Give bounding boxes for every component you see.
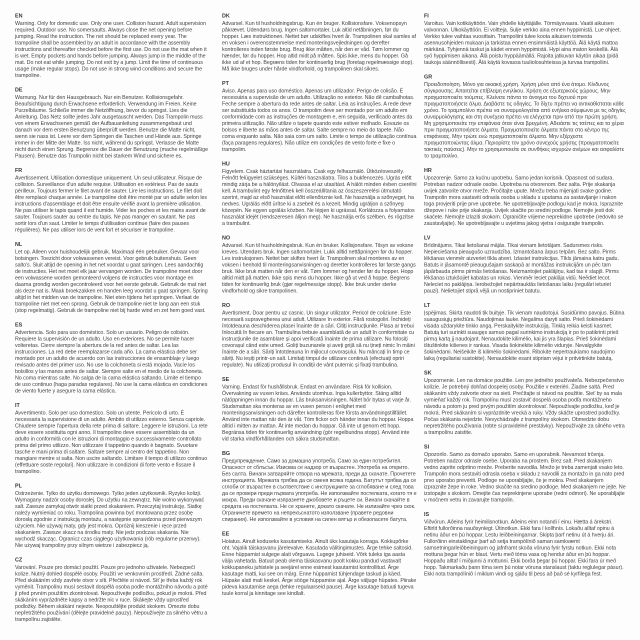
warning-text-se: Varning. Endast för hushållsbruk. Endast en användare. Risk för kollision. Övervakning av vuxen krävs. Används utomhus. Inga kullerbyttor. Stäng alltid nätöppningen innan du hoppar. Läs bruksanvisningen. Nätet bör bytas ut varje år. Studsmattan ska monteras av en vuxen person i enlighet med monteringsanvisningen och därefter kontrolleras före första användningstillfället. Använd inte mattan när den är våt. Töm fickor och händer innan du hoppar. Hoppa alltid i mitten av mattan. Ät inte medan du hoppar. Gå inte ut genom ett hopp. Begränsa tiden för kontinuerlig användning (gör regelbundna stopp). Använd inte vid starka vindförhållanden och säkra studsmattan. xyxy=(222,384,414,442)
lang-code-no: NO xyxy=(222,235,231,241)
warning-block-it xyxy=(15,403,208,476)
lang-code-pt: PT xyxy=(222,80,229,87)
lang-code-hr: HR xyxy=(424,167,432,174)
lang-code-it: IT xyxy=(15,402,20,409)
warning-block-ro xyxy=(222,303,417,369)
warning-text-si: Opozorilo. Samo za domačo uporabo. Samo en uporabnik. Nevarnost trčenja. Potreben nadzor odrasle osebe. Uporaba na prostem. Brez salt. Pred skakanjem vedno zaprite odprtino mreže. Preberite navodila. Mrežo je treba zamenjati vsako leto. Trampolin mora sestaviti odrasla oseba v skladu z navodili za montažo in ga nato pred prvo uporabo preveriti. Podloge ne uporabljajte, če je mokra. Pred skakanjem izpraznite žepe in roke. Vedno skačite na sredino podloge. Med skakanjem ne jejte. Ne izstopajte s skokom. Omejite čas neprekinjene uporabe (redni odmori). Ne uporabljajte v močnem vetru in zavarujte trampolin. xyxy=(424,451,626,503)
warning-text-dk: Advarsel. Kun til husholdningsbrug. Kun én bruger. Kollisionsfare. Voksenopsyn påkrævet. Udendørs brug. Ingen saltomortaler. Luk altid netåbningen, før du hopper. Læs instruktionen. Nettet bør udskiftes hvert år. Trampolinen skal samles af en voksen i overensstemmelse med monteringsvejledningen og derefter kontrolleres inden første brug. Brug ikke måtten, når den er våd. Tøm lommer og hænder, før du hopper. Hop altid midt på måtten. Spis ikke, mens du hopper. Gå ikke ud af et hop. Begræns tiden for kontinuerlig brug (foretag regelmæssige stop). Må ikke bruges under hårde vindforhold, og trampolinen skal sikres. xyxy=(222,20,416,72)
warning-block-bg xyxy=(222,451,417,524)
lang-code-fi: FI xyxy=(424,13,429,19)
lang-code-fr: FR xyxy=(15,167,23,174)
warning-block-es xyxy=(15,322,208,395)
lang-code-ee: EE xyxy=(222,531,230,537)
lang-code-hu: HU xyxy=(222,161,230,167)
warning-text-pt: Aviso. Apenas para uso doméstico. Apenas um utilizador. Perigo de colisão. É necessária a supervisão de um adulto. Utilização no exterior. Não dê cambalhotas. Feche sempre a abertura da rede antes de saltar. Leia as instruções. A rede deve ser substituída todos os anos. O trampolim deve ser montado por um adulto em conformidade com as instruções de montagem e, em seguida, verificado antes da primeira utilização. Não utilize o tapete quando este estiver molhado. Esvazie os bolsos e liberte as mãos antes de saltar. Salte sempre no meio do tapete. Não coma enquanto salta. Não saia com um salto. Limite o tempo de utilização contínua (faça paragens regulares). Não utilize em condições de vento forte e fixe o trampolim. xyxy=(222,88,417,153)
lang-code-en: EN xyxy=(15,13,23,19)
warning-block-pt xyxy=(222,81,417,154)
column-left xyxy=(15,13,208,631)
warning-text-is: Viðvörun. Aðeins fyrir heimilisnotkun. Aðeins einn notandi í einu. Hætta á árekstri. Eftirlit fullorðinna nauðsynlegt. Útinotkun. Ekki fara í kollhnís. Lokaðu alltaf opinu á netinu áður en þú hoppar. Lestu leiðbeiningarnar. Skipta þarf netinu út á hverju ári. Fullorðinn einstaklingur þarf að setja trampólínið saman samkvæmt samsetningarleiðbeiningum og jafnframt skoða vöruna fyrir fyrstu notkun. Ekki nota mottuna þegar hún er blaut. Vertu með tóma vasa og hendur áður en þú hoppar. Hoppaðu alltaf í miðjunni á mottunni. Ekki borða þegar þú hoppar. Ekki fara úr með hopp. Takmarkaðu þann tíma sem þú notar vöruna stanslaust (taktu reglulegar pásur). Ekki nota trampólínið í miklum vindi og sjáðu til þess að það sé kyrfilega fest. xyxy=(424,519,624,577)
lang-code-lv: LV xyxy=(424,235,431,241)
warning-text-fr: Avertissement. Utilisation domestique uniquement. Un seul utilisateur. Risque de collision. Surveillance d'un adulte requise. Utilisation en extérieur. Pas de sauts périlleux. Toujours fermer le filet avant de sauter. Lire les instructions. Le filet doit être remplacé chaque année. Le trampoline doit être monté par un adulte selon les instructions d'assemblage et doit être ensuite vérifié avant la première utilisation. Ne pas utiliser le tapis quand il est humide. Vider les poches et les mains avant de sauter. Toujours sauter au centre du tapis. Ne pas manger en sautant. Ne pas sortir lors d'un saut. Limiter le temps d'utilisation continue (faire des pauses régulières). Ne pas utiliser lors de vent fort et sécuriser le trampoline. xyxy=(15,175,208,233)
lang-code-se: SE xyxy=(222,376,230,383)
warning-block-lv xyxy=(424,235,626,295)
warning-text-de: Warnung. Nur für den Hausgebrauch. Nur ein Benutzer. Kollisionsgefahr. Beaufsichtigung durch Erwachsene erforderlich. Verwendung im Freien. Keine Purzelbäume. Schließe immer die Netzöffnung, bevor du springst. Lies die Anleitung. Das Netz sollte jedes Jahr ausgetauscht werden. Das Trampolin muss von einem Erwachsenen gemäß der Aufbauanleitung zusammengebaut und danach vor dem ersten Benutzung überprüft werden. Benutze die Matte nicht, wenn sie nass ist. Leere vor dem Springen die Taschen und Hände aus. Springe immer in der Mitte der Matte. Iss nicht, während du springst. Verlasse die Matte nicht durch einen Sprung. Begrenze die Dauer der Benutzung (mache regelmäßige Pausen). Benutze das Trampolin nicht bei starkem Wind und sichere es. xyxy=(15,94,208,159)
warning-text-fi: Varoitus. Vain kotikäyttöön. Vain yhdelle käyttäjälle. Törmäysvaara. Vaatii aikuisen valvonnan. Ulkokäyttöön. Ei voltteja. Sulje verkko aina ennen hyppimistä. Lue ohjeet. Verkko tulee vaihtaa vuosittain. Trampoliini tulee koota aikuisen toimesta asennusohjeiden mukaan ja tarkistaa ennen ensimmäistä käyttöä. Älä käytä mattoa märkänä. Tyhjennä taskut ja kädet ennen hyppimistä. Hypi aina maton keskellä. Älä syö hyppimisen aikana. Älä poistu hyppäämällä. Rajoita jatkuvan käytön aikaa (pidä taukoja säännöllisesti). Älä käytä kovassa tuuliolosuhteissa ja turvaa trampoliini. xyxy=(424,20,621,66)
lang-code-si: SI xyxy=(424,444,430,450)
warning-text-ro: Avertisment. Doar pentru uz casnic. Un singur utilizator. Pericol de coliziune. Este necesară supravegherea unui adult. Utilizare în exterior. Fără rostogoliri. Închideți întotdeauna deschiderea plasei înainte de a sări. Citiți instrucțiunile. Plasa ar trebui înlocuită în fiecare an. Trambulina trebuie asamblată de un adult în conformitate cu instrucțiunile de asamblare și apoi verificată înainte de prima utilizare. Nu folosiți covorașul când este umed. Goliți buzunarele și aveți grijă să nu țineți nimic în mâini înainte de a sări. Săriți întotdeauna în mijlocul covorașului. Nu mâncați în timp ce săriți. Nu ieșiți printr-un salt. Limitați timpul de utilizare continuă (efectuați opriri regulate). Nu utilizați produsul în condiții de vânt puternic și fixați trambulina. xyxy=(222,310,415,368)
warning-text-cz: Varování. Pouze pro domácí použití. Pouze pro jednoho uživatele. Nebezpečí kolize. Nutný dohled dospělé osoby. Použití ve venkovním prostředí. Žádné salta. Před skákáním vždy zavřete otvor v síti. Přečtěte si návod. Síť je třeba každý rok vyměnit. Trampolínu musí sestavit dospělá osoba podle montážního návodu a poté ji před prvním použitím zkontrolovat. Nepoužívejte podložku, pokud je mokrá. Před skákáním vyprázdněte kapsy a nedržte nic v ruce. Skákejte vždy uprostřed podložky. Během skákání nejezte. Neopouštějte produkt skokem. Omezte dobu nepřetržitého používání (dělejte pravidelné pauzy). Nepoužívejte za silného větru a trampolínu zajistěte. xyxy=(15,564,208,623)
warning-text-sk: Upozornenie. Len na domáce použitie. Len pre jedného používateľa. Nebezpečenstvo kolízie. Je potrebný dohľad dospelej osoby. Použitie v exteriéri. Žiadne saltá. Pred skákaním vždy zatvorte otvor na sieti. Prečítajte si návod na použitie. Sieť by sa mala vymieňať každý rok. Trampolínu musí zostaviť dospelá osoba podľa montážneho návodu a potom ju pred prvým použitím skontrolovať. Nepoužívajte podložku, keď je mokrá. Pred skákaním si vyprázdnite vrecká a ruky. Vždy skáčte uprostred podložky. Počas skákania nejedzte. Nevychádzajte z trampolíny skokom. Obmedzte dobu nepretržitého používania (robte si pravidelné prestávky). Nepoužívajte za silného vetra a trampolínu zaistite. xyxy=(424,377,625,436)
warning-block-de xyxy=(15,87,208,160)
lang-code-es: ES xyxy=(15,322,23,328)
warning-text-es: Advertencia. Solo para uso doméstico. Solo un usuario. Peligro de colisión. Requiere la supervisión de un adulto. Uso en exteriores. No se permite hacer volteretas. Cierre siempre la abertura de la red antes de saltar. Lea las instrucciones. La red debe reemplazarse cada año. La cama elástica debe ser montado por un adulto de acuerdo con las instrucciones de ensamblaje y luego revisado antes del primer uso. No use la colchoneta si está mojada. Vacíe los bolsillos y las manos antes de saltar. Siempre salte en el medio de la colchoneta. No coma mientras salte. No salga de la cama elástica saltando. Limite el tiempo de uso continuo (haga paradas regulares). No use la cama elástica en condiciones de viento fuerte y asegure la cama elástica. xyxy=(15,329,208,394)
lang-code-nl: NL xyxy=(15,241,23,248)
warning-block-nl xyxy=(15,242,208,315)
warning-text-en: Warning. Only for domestic use. Only one user. Collision hazard. Adult supervision required. Outdoor use. No somersaults. Always close the net opening before jumping. Read the instruction. The net should be replaced every year. The trampoline shall be assembled by an adult in accordance with the assembly instructions and thereafter checked before the first use. Do not use the mat when it is wet. Empty pockets and hands before jumping. Always jump in the middle of the mat. Do not eat while jumping. Do not exit by a jump. Limit the time of continuous usage (make regular stops). Do not use in strong wind conditions and secure the trampoline. xyxy=(15,20,207,79)
warning-text-no: Advarsel. Kun til husholdningsbruk. Kun én bruker. Kollisjonsfare. Tilsyn av voksne kreves. Utendørs bruk. Ingen saltomortaler. Lukk alltid nettåpningen før du hopper. Les instruksjonen. Nettet bør skiftes hvert år. Trampolinen skal monteres av en voksen i henhold til monteringsanvisningen og deretter kontrolleres før første gangs bruk. Ikke bruk matten når den er våt. Tøm lommer og hender før du hopper. Hopp alltid midt på matten. Ikke spis mens du hopper. Ikke gå ut ved å hoppe. Begrens tiden for kontinuerlig bruk (gjør regelmessige stopp). Ikke bruk under sterke vindforhold og sikre trampolinen. xyxy=(222,242,416,294)
lang-code-sk: SK xyxy=(424,370,432,376)
warning-block-fi xyxy=(424,13,626,66)
warning-text-hu: Figyelem. Csak háztartási használatra. Csak egy felhasználó. Ütközésveszély. Felnőtt felügyelet szükséges. Kültéri használatra. Tilos a bukfencezés. Ugrás előtt mindig zárja be a hálónyílást. Olvassa el az utasítást. A hálót minden évben cserélni kell. A trambulint egy felnőttnek kell összeállítania az összeszerelési útmutató szerint, majd az első használat előtt ellenőriznie kell. Ne használja a szőnyeget, ha nedves. Ugrálás előtt ürítse ki a zsebeit és a kezeit. Mindig ugráljon a szőnyeg közepén. Ne egyen ugrálás közben. Ne lépjen ki ugrással. Korlátozza a folyamatos használat idejét (rendszeresen álljon meg). Ne használja erős szélben, és rögzítse a trambulint. xyxy=(222,168,417,227)
warning-block-gr xyxy=(424,74,626,160)
warning-text-pl: Ostrzeżenie. Tylko do użytku domowego. Tylko jeden użytkownik. Ryzyko kolizji. Wymagany nadzór osoby dorosłej. Do użytku na zewnątrz. Nie wolno wykonywać salt. Zawsze zamykaj otwór siatki przed skakaniem. Przeczytaj instrukcję. Siatkę należy wymieniać co roku. Trampolina powinna być montowana przez osobę dorosłą zgodnie z instrukcją montażu, a następnie sprawdzona przed pierwszym użyciem. Nie używaj maty, gdy jest mokra. Opróżnij kieszenie i ręce przed skakaniem. Zawsze skacz na środku maty. Nie jedz podczas skakania. Nie wychodź skacząc. Ogranicz czas ciągłego użytkowania (rób regularne przerwy). Nie używaj trampoliny przy silnym wietrze i zabezpiecz ją. xyxy=(15,490,205,549)
warning-block-fr xyxy=(15,168,208,234)
warning-block-se xyxy=(222,377,417,443)
lang-code-bg: BG xyxy=(222,450,231,457)
warning-block-hr xyxy=(424,168,626,228)
warning-text-lt: Įspėjimas. Skirta naudoti tik buityje. Tik vienam naudotojui. Susidūrimo pavojus. Būtina suaugusiųjų priežiūra. Naudojimas lauke. Negalima daryti salto. Prieš šokinėdami visada uždarykite tinklo angą. Perskaitykite instrukciją. Tinklą reikia keisti kasmet. Batutą turi surinkti suaugęs asmuo pagal surinkimo instrukciją ir po to patikrinti prieš pirmą kartą jį naudojant. Nenaudokite kilimėlio, kai jis yra šlapias. Prieš šokinėdami ištuštinkite kišenes ir rankas. Visada šokinėkite kilimėlio viduryje. Nevalgykite šokinėdami. Neišeikite iš kilimėlio šokinėdami. Ribokite nepertraukiamo naudojimo laiką (reguliariai sustokite). Nenaudokite esant stipriam vėjui ir pritvirtinkite batutą. xyxy=(424,310,625,362)
lang-code-de: DE xyxy=(15,87,23,93)
warning-block-si xyxy=(424,444,626,504)
warning-block-sk xyxy=(424,370,626,436)
warning-block-dk xyxy=(222,13,417,73)
warning-text-bg: Предупреждение. Само за домашна употреба. Само за един потребител. Опасност от сблъсък. Изисква се надзор от възрастен. Употреба на открито. Без салта. Винаги затваряйте отвора на мрежата, преди да скачате. Прочетете инструкцията. Мрежата трябва да се сменя всяка година. Батутът трябва да се сглоби от възрастен в съответствие с инструкциите за сглобяване и след това да се провери преди първата употреба. Не използвайте постелката, когато тя е мокра. Преди скачане изпразнете джобовете и ръцете си. Винаги скачайте в средата на постелката. Не се хранете, докато скачате. Не излизайте чрез скок. Ограничете времето на непрекъснатото използване (правете редовни спирания). Не използвайте в условия на силен вятър и обезопасете батута. xyxy=(222,458,417,523)
lang-code-is: IS xyxy=(424,511,430,518)
column-right xyxy=(424,13,626,586)
warning-block-hu xyxy=(222,161,417,227)
warning-text-gr: Προειδοποίηση. Μόνο για οικιακή χρήση. Χρήση μόνο από ένα άτομο. Κίνδυνος σύγκρουσης. Απαιτείται επίβλεψη ενηλίκου. Χρήση σε εξωτερικούς χώρους. Μην πραγματοποιείτε τούμπες. Κλείνετε πάντα το άνοιγμα του διχτυού πριν πραγματοποιήσετε άλμα. Διαβάστε τις οδηγίες. Το δίχτυ πρέπει να αντικαθίσταται κάθε χρόνο. Το τραμπολίνο πρέπει να συναρμολογείται από ενήλικα σύμφωνα με τις οδηγίες συναρμολόγησης και στη συνέχεια πρέπει να ελέγχεται πριν από την πρώτη χρήση. Μη χρησιμοποιείτε την επιφάνεια όταν είναι βρεγμένη. Αδειάστε τις τσέπες και τα χέρια πριν πραγματοποιήσετε άλματα. Πραγματοποιείτε άλματα πάντα στο κέντρο της επιφάνειας. Μην τρώτε ενώ πραγματοποιείτε άλματα. Μην εξέρχεστε πραγματοποιώντας άλμα. Περιορίστε τον χρόνο συνεχούς χρήσης (πραγματοποιείτε τακτικές παύσεις). Μην το χρησιμοποιείτε σε συνθήκες ισχυρών ανέμων και ασφαλίστε το τραμπολίνο. xyxy=(424,81,626,159)
warning-text-it: Avvertimento. Solo per uso domestico. Solo un utente. Pericolo di urto. È necessaria la supervisione di un adulto. Ambito di utilizzo esterno. Senza capriole. Chiudere sempre l'apertura della rete prima di saltare. Leggere le istruzioni. La rete deve essere sostituita ogni anno. Il trampolino deve essere assemblato da un adulto in conformità con le istruzioni di montaggio e successivamente controllato prima del primo utilizzo. Non utilizzare il tappetino quando è bagnato. Svuotare tasche e mani prima di saltare. Saltare sempre al centro del tappetino. Non mangiare mentre si salta. Non uscire saltando. Limitare il tempo di utilizzo continuo (effettuare soste regolari). Non utilizzare in condizioni di forte vento e fissare il trampolino. xyxy=(15,410,208,475)
warning-block-ee xyxy=(222,531,417,597)
lang-code-cz: CZ xyxy=(15,557,23,563)
lang-code-dk: DK xyxy=(222,13,230,19)
warning-text-hr: Upozorenje. Samo za kućnu upotrebu. Samo jedan korisnik. Opasnost od sudara. Potreban nadzor odrasle osobe. Upotreba na otvorenom. Bez salta. Prije skakanja uvijek zatvorite otvor mreže. Pročitajte upute. Mrežu treba mijenjati svake godine. Trampolin mora sastaviti odrasla osoba u skladu s uputama za sastavljanje i nakon toga provjeriti prije prve upotrebe. Ne upotrebljavajte podlogu kad je mokra. Ispraznite džepove i ruke prije skakanja. Uvijek skačite po sredini podloge. Nemojte jesti dok skačete. Nemojte izlaziti skokom. Ograničite vrijeme neprekidne upotrebe (redovito se zaustavljajte). Ne upotrebljavajte u uvjetima jakog vjetra i osigurajte trampolin. xyxy=(424,175,624,227)
warning-text-nl: Let op. Alleen voor huishoudelijk gebruik. Maximaal één gebruiker. Gevaar voor botsingen. Toezicht door volwassenen vereist. Voor gebruik buitenshuis. Geen salto's. Sluit altijd de opening in het net voordat u gaat springen. Lees aandachtig de instructies. Het net moet elk jaar vervangen worden. De trampoline moet door een volwassene worden gemonteerd volgens de instructies voor montage en daarna grondig worden gecontroleerd voor het eerste gebruik. Gebruik de mat niet als deze nat is. Maak broekzakken en handen leeg voordat u gaat springen. Spring altijd in het midden van de trampoline. Niet eten tijdens het springen. Verlaat de trampoline niet met een sprong. Gebruik de trampoline niet te lang aan een stuk (stop regelmatig). Gebruik de trampoline niet bij harde wind en zet hem goed vast. xyxy=(15,249,208,314)
lang-code-lt: LT xyxy=(424,302,431,309)
warning-block-en xyxy=(15,13,208,79)
warning-text-lv: Brīdinājums. Tikai lietošanai mājās. Tikai vienam lietotājam. Sadursmes risks. Nepieciešama pieaugušo uzraudzība. Izmantošana ārpus telpām. Bez salto. Pirms lēkšanas vienmēr aizveriet tīkla atveri. Izlasiet instrukcijas. Tīkls jāmaina katru gadu. Batuts ir jāsamontē pieaugušajam saskaņā ar montāžas instrukcijām un pēc tam jāpārbauda pirms pirmās lietošanas. Neizmantojiet paklājiņu, kad tas ir slapjš. Pirms lēkšanas iztukšojiet kabatas un rokas. Vienmēr leciet paklāja vidū. Neēdiet lecot. Neleciet no paklājiņa. Ierobežojiet nepārtrauktās lietošanas laiku (regulāri ieturiet pauzi). Nelietojiet stiprā vējā un nostipriniet batutu. xyxy=(424,242,619,294)
warning-text-ee: Hoiatus. Ainult koduseks kasutamiseks. Ainult üks kasutaja korraga. Kokkupõrke oht. Vajalik täiskasvanu järelevalve. Kasutada välitingimustes. Ärge tehke saltosid. Enne hüppamist sulgege alati võrguava. Lugege juhiseid. Võrk tuleks iga aasta välja vahetada. Batuut peab olema täiskasvanu poolt kokku pandud vastavalt kokkupaneku juhistele ja seejärel enne esimest kasutamist kontrollitud. Ärge kasutage matti, kui see on märg. Enne hüppamist tühjendage taskud ja käed. Hüpake alati mati keskel. Ärge sööge hüppamise ajal. Ärge väljuge hüpates. Piirake pideva kasutamise aega (tehke regulaarseid pause). Ärge kasutage batuuti tugeva tuule korral ja kinnitage see kindlalt. xyxy=(222,538,417,597)
warning-block-is xyxy=(424,512,626,578)
warning-block-no xyxy=(222,235,417,295)
warning-block-lt xyxy=(424,303,626,363)
column-middle xyxy=(222,13,417,605)
lang-code-pl: PL xyxy=(15,483,22,489)
lang-code-ro: RO xyxy=(222,302,231,309)
lang-code-gr: GR xyxy=(424,74,433,80)
warning-block-pl xyxy=(15,483,208,549)
warning-block-cz xyxy=(15,557,208,623)
